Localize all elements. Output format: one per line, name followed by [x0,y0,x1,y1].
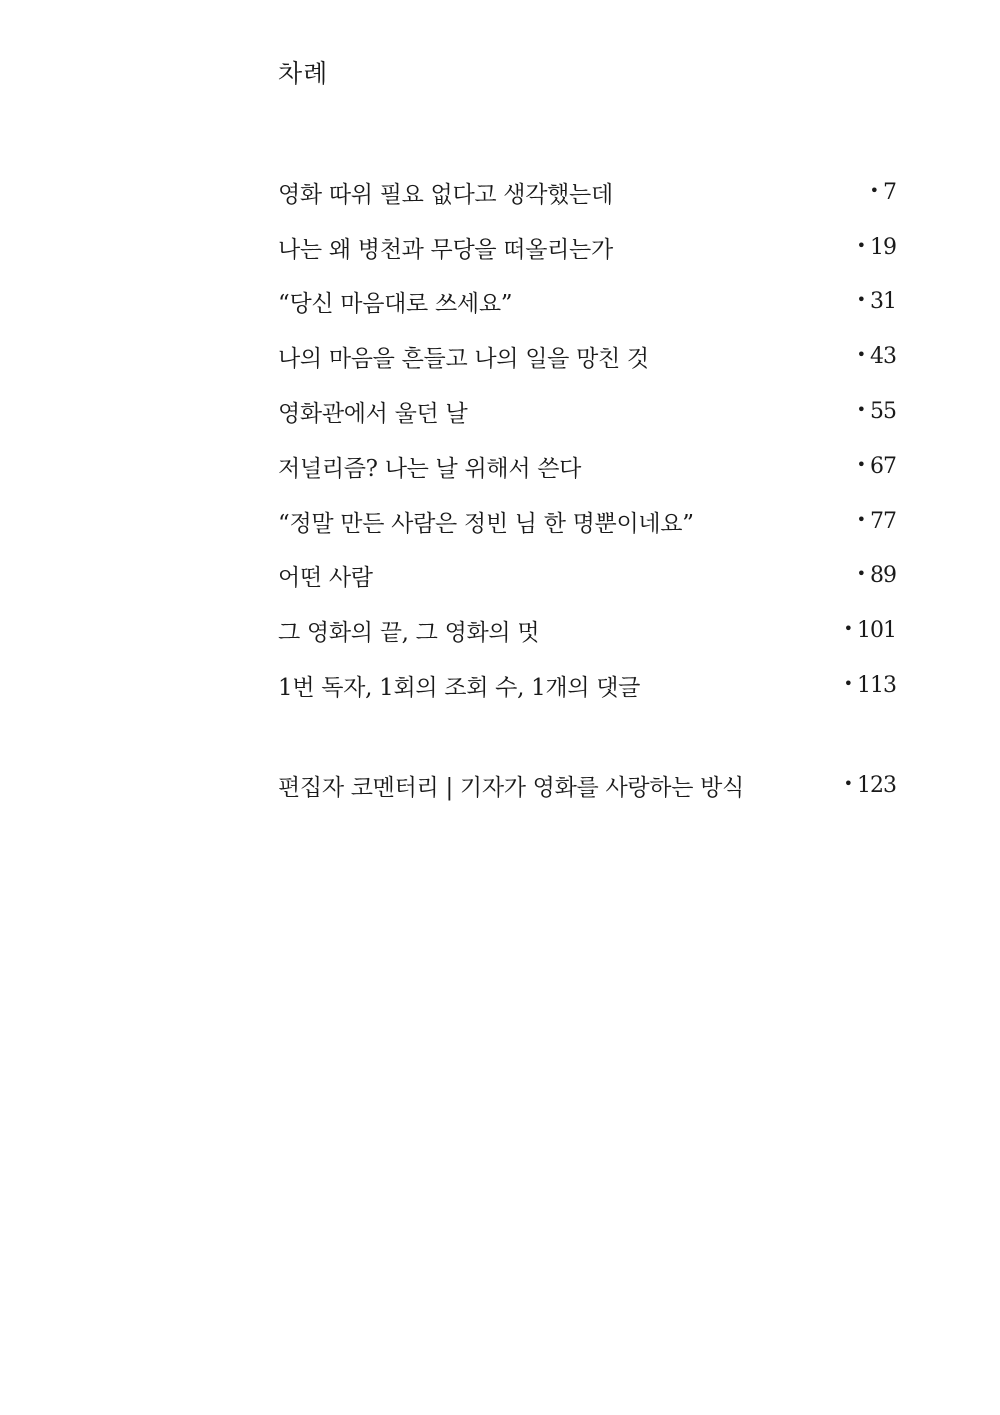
toc-entry-title: 저널리즘? 나는 날 위해서 쓴다 [278,455,582,482]
toc-entry-title: “정말 만든 사람은 정빈 님 한 명뿐이네요” [278,510,694,537]
toc-entry-page [870,180,896,205]
toc-list [278,165,896,713]
toc-editor-commentary[interactable] [278,758,896,812]
page-number: 77 [870,508,896,534]
toc-entry-page [844,673,896,698]
toc-entry[interactable] [278,275,896,330]
toc-entry-title: 영화 따위 필요 없다고 생각했는데 [278,181,613,208]
bullet-icon: • [856,564,865,584]
toc-entry-page [857,454,896,479]
toc-title: 차례 [278,59,329,88]
page-number: 43 [870,344,896,370]
toc-entry-title: “당신 마음대로 쓰세요” [278,291,513,318]
bullet-icon: • [843,773,852,793]
bullet-icon: • [856,235,865,255]
toc-entry-page [857,563,896,588]
bullet-icon: • [869,180,878,200]
toc-entry-title: 나의 마음을 흔들고 나의 일을 망친 것 [278,346,649,373]
toc-entry-page [857,235,896,260]
toc-entry-title: 영화관에서 울던 날 [278,401,468,428]
toc-entry[interactable] [278,494,896,549]
page-number: 19 [870,234,896,260]
page-number: 55 [870,399,896,425]
toc-entry-title: 1번 독자, 1회의 조회 수, 1개의 댓글 [278,675,641,702]
bullet-icon: • [856,509,865,529]
bullet-icon: • [856,454,865,474]
toc-entry[interactable] [278,603,896,658]
toc-entry[interactable] [278,165,896,220]
bullet-icon: • [856,290,865,310]
bullet-icon: • [856,345,865,365]
toc-entry[interactable] [278,439,896,494]
toc-entry-page [844,773,896,798]
toc-entry-page [857,509,896,534]
toc-entry[interactable] [278,384,896,439]
toc-entry[interactable] [278,549,896,604]
toc-entry[interactable] [278,329,896,384]
toc-entry[interactable] [278,658,896,713]
page-number: 101 [857,618,896,644]
toc-entry-page [857,399,896,424]
page-number: 7 [883,179,896,205]
page-number: 113 [857,673,896,699]
bullet-icon: • [843,674,852,694]
bullet-icon: • [856,400,865,420]
toc-entry-title: 나는 왜 병천과 무당을 떠올리는가 [278,236,613,263]
toc-entry-page [844,618,896,643]
page-number: 67 [870,453,896,479]
toc-entry[interactable] [278,220,896,275]
toc-entry-title: 어떤 사람 [278,565,373,592]
page-number: 31 [870,289,896,315]
toc-entry-title: 그 영화의 끝, 그 영화의 멋 [278,620,540,647]
page-number: 89 [870,563,896,589]
page-number: 123 [857,772,896,798]
toc-entry-page [857,289,896,314]
toc-entry-page [857,344,896,369]
bullet-icon: • [843,619,852,639]
toc-entry-title: 편집자 코멘터리 | 기자가 영화를 사랑하는 방식 [278,774,744,801]
